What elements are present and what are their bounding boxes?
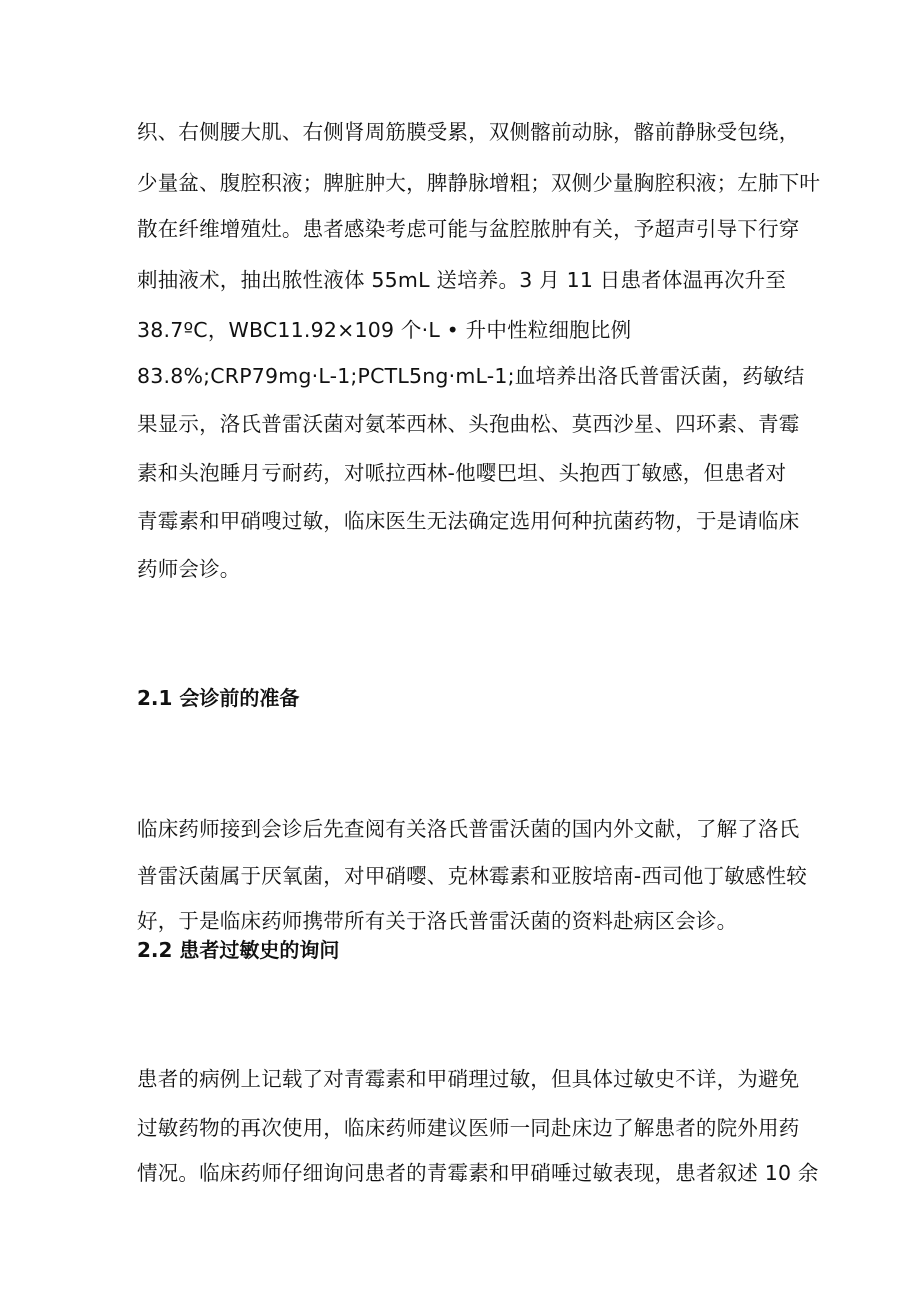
paragraph-line: 药师会诊。: [137, 557, 241, 581]
section-heading-2-2: 2.2 患者过敏史的询问: [137, 938, 340, 962]
paragraph-line: 织、右侧腰大肌、右侧肾周筋膜受累，双侧髂前动脉，髂前静脉受包绕，: [137, 120, 800, 144]
paragraph-line: 好，于是临床药师携带所有关于洛氏普雷沃菌的资料赴病区会诊。: [137, 909, 738, 933]
paragraph-line: 少量盆、腹腔积液；脾脏肿大，脾静脉增粗；双侧少量胸腔积液；左肺下叶: [137, 171, 821, 195]
paragraph-line: 过敏药物的再次使用，临床药师建议医师一同赴床边了解患者的院外用药: [137, 1116, 800, 1140]
paragraph-line: 普雷沃菌属于厌氧菌，对甲硝嘤、克林霉素和亚胺培南-西司他丁敏感性较: [137, 864, 807, 888]
paragraph-line: 患者的病例上记载了对青霉素和甲硝理过敏，但具体过敏史不详，为避免: [137, 1067, 800, 1091]
paragraph-line: 83.8%;CRP79mg·L-1;PCTL5ng·mL-1;血培养出洛氏普雷沃菌，药敏结: [137, 364, 805, 388]
paragraph-line: 情况。临床药师仔细询问患者的青霉素和甲硝唾过敏表现，患者叙述 10 余: [137, 1161, 819, 1185]
section-heading-2-1: 2.1 会诊前的准备: [137, 686, 300, 710]
paragraph-line: 临床药师接到会诊后先查阅有关洛氏普雷沃菌的国内外文献，了解了洛氏: [137, 817, 800, 841]
paragraph-line: 素和头泡睡月亏耐药，对哌拉西林-他嘤巴坦、头抱西丁敏感，但患者对: [137, 461, 787, 485]
paragraph-line: 青霉素和甲硝嗖过敏，临床医生无法确定选用何种抗菌药物，于是请临床: [137, 509, 800, 533]
paragraph-line: 果显示，洛氏普雷沃菌对氨苯西林、头孢曲松、莫西沙星、四环素、青霉: [137, 412, 800, 436]
paragraph-line: 刺抽液术，抽出脓性液体 55mL 送培养。3 月 11 日患者体温再次升至: [137, 268, 787, 292]
paragraph-line: 散在纤维增殖灶。患者感染考虑可能与盆腔脓肿有关，予超声引导下行穿: [137, 217, 800, 241]
paragraph-line: 38.7ºC，WBC11.92×109 个·L • 升中性粒细胞比例: [137, 318, 632, 342]
